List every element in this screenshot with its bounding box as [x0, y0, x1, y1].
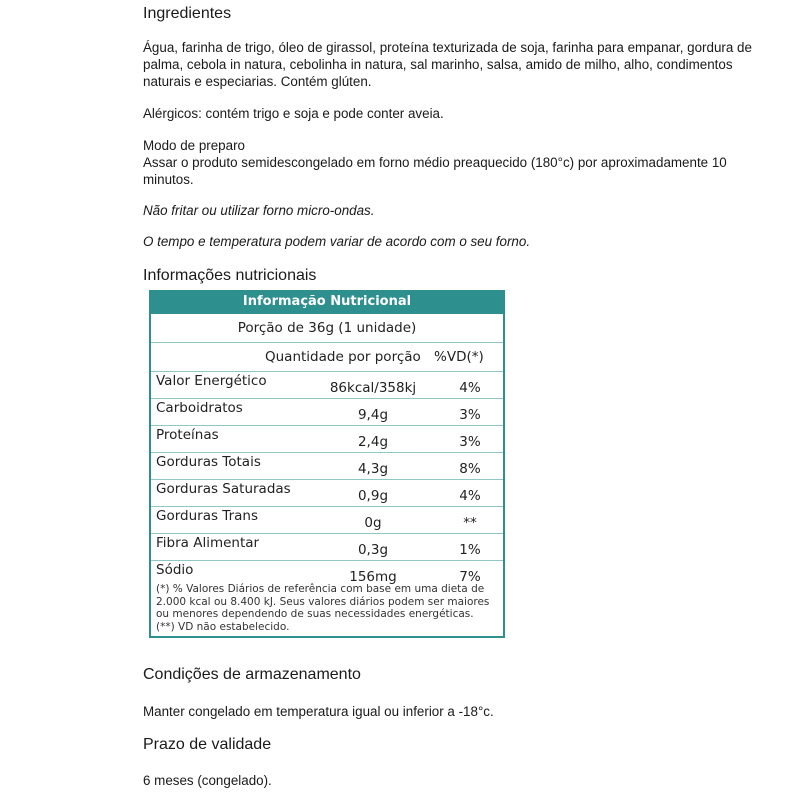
armazenamento-title: Condições de armazenamento [143, 666, 361, 683]
table-row [151, 426, 503, 453]
preparo-note-tempo: O tempo e temperatura podem variar de acordo com o seu forno. [143, 234, 531, 249]
nutrient-vd: ** [463, 515, 477, 531]
col-quantidade: Quantidade por porção [265, 349, 421, 365]
nutrient-qty: 0,9g [357, 488, 389, 504]
nutrition-table [149, 290, 505, 638]
nutrient-name: Sódio [156, 562, 194, 578]
nutrient-qty: 9,4g [357, 407, 389, 423]
nutrient-qty: 0g [364, 515, 382, 531]
nutricionais-title: Informações nutricionais [143, 267, 317, 284]
nutrient-qty: 2,4g [357, 434, 389, 450]
armazenamento-text: Manter congelado em temperatura igual ou inferior a -18°c. [143, 704, 494, 719]
footnote-vd-reference: (*) % Valores Diários de referência com base em uma dieta de 2.000 kcal ou 8.400 kJ. Seus valores diários podem ser maiores ou menores dependendo de suas necessidades energéticas. [156, 583, 490, 620]
preparo-note-fritar: Não fritar ou utilizar forno micro-ondas. [143, 203, 375, 218]
nutrient-name: Valor Energético [156, 373, 267, 389]
nutrient-vd: 7% [459, 569, 481, 585]
table-row [151, 534, 503, 561]
nutrient-vd: 1% [459, 542, 481, 558]
preparo-text: Assar o produto semidescongelado em forno médio preaquecido (180°c) por aproximadamente 10 minutos. [143, 155, 727, 187]
nutrient-vd: 3% [459, 407, 481, 423]
nutrient-vd: 8% [459, 461, 481, 477]
nutrient-qty: 156mg [349, 569, 397, 585]
col-vd: %VD(*) [434, 349, 484, 365]
nutrient-name: Fibra Alimentar [156, 535, 260, 551]
preparo-title: Modo de preparo [143, 138, 245, 153]
nutrition-table-header: Informação Nutricional [151, 292, 503, 314]
table-row [151, 399, 503, 426]
alergicos-text: Alérgicos: contém trigo e soja e pode conter aveia. [143, 106, 444, 121]
table-row [151, 561, 503, 583]
nutrition-footnote [151, 583, 503, 633]
validade-text: 6 meses (congelado). [143, 773, 272, 788]
nutrient-name: Carboidratos [156, 400, 243, 416]
nutrient-name: Gorduras Trans [156, 508, 258, 524]
ingredientes-text: Água, farinha de trigo, óleo de girassol, proteína texturizada de soja, farinha para empanar, gordura de palma, cebola in natura, cebolinha in natura, sal marinho, salsa, amido de milho, alho, condimentos naturais e especiarias. Contém glúten. [143, 40, 752, 89]
nutrient-vd: 4% [459, 488, 481, 504]
ingredientes-title: Ingredientes [143, 5, 232, 22]
nutrient-name: Gorduras Totais [156, 454, 261, 470]
nutrient-vd: 3% [459, 434, 481, 450]
nutrition-porcao: Porção de 36g (1 unidade) [151, 314, 503, 343]
nutrient-name: Gorduras Saturadas [156, 481, 291, 497]
nutrient-vd: 4% [459, 380, 481, 396]
nutrition-column-headers [151, 343, 503, 372]
validade-title: Prazo de validade [143, 736, 272, 753]
footnote-vd-nao-estabelecido: (**) VD não estabelecido. [156, 620, 290, 633]
table-row [151, 480, 503, 507]
nutrient-qty: 4,3g [357, 461, 389, 477]
nutrient-name: Proteínas [156, 427, 219, 443]
table-row [151, 453, 503, 480]
table-row [151, 507, 503, 534]
nutrient-qty: 0,3g [357, 542, 389, 558]
nutrient-qty: 86kcal/358kj [329, 380, 417, 396]
table-row [151, 372, 503, 399]
